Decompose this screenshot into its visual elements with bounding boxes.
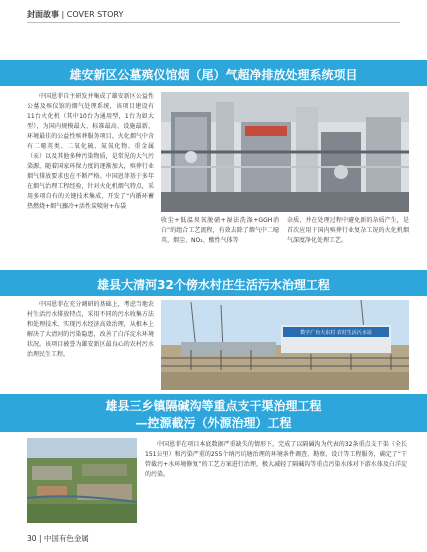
footer-divider: | [38,534,44,543]
section3-title-line2: —控源截污（外源治理）工程 [135,416,292,430]
header-rule [27,22,400,23]
flue-gas-plant-illustration [161,92,409,212]
section3-body: 中国恩菲在项目本底数据严重缺失的情形下，完成了以隔碱沟为代表的32条重点支干渠（全长151公里）和污染严重的255个纳污坑塘治理的环境条件调查、勘察、设计等工程服务，确定了“干管截污+水环境修复”的工艺方案进行治理，极大减轻了隔碱沟等重点污染水体对下游水体及白洋淀的污染。 [145,441,407,478]
wastewater-station-photo [161,300,409,390]
section2-title: 雄县大清河32个傍水村庄生活污水治理工程 [97,278,330,292]
header-divider: | [61,10,67,19]
section1-body-col3: 杂质，并在处理过程中避免新的杂质产生，是首次应用于国内殡葬行业复杂工况的火化机烟气深度净化处理工艺。 [287,217,409,244]
section1-body-col2: 收尘+低温臭氧脱硝+湿法洗涤+GGH消白”的组合工艺流程，有效去除了烟气中二噁英、烟尘、NO₂、酸性气体等 [161,217,279,244]
flue-gas-plant-photo [161,92,409,212]
aerial-village-illustration [27,438,137,523]
station-sign: 数字广台大东村 农村生活污水站 [300,330,372,336]
footer [27,533,89,544]
aerial-village-photo [27,438,137,523]
header-section-label-en: COVER STORY [66,10,124,19]
wastewater-station-illustration [161,300,409,390]
header-label [27,9,123,20]
page-number: 30 [27,534,37,543]
section1-title: 雄安新区公墓殡仪馆烟（尾）气超净排放处理系统项目 [69,68,358,82]
section2-body: 中国恩菲在充分调研的基础上，考虑当地农村生活污水排放特点，采用不同的污水收集方法和处理技术，实现污水经济高效治理，从根本上解决了大清河的污染隐患，改善了白洋淀水环境状况。该项目被誉为雄安新区最良心的农村污水治理民生工程。 [27,301,154,358]
section3-title-line1: 雄县三乡镇隔碱沟等重点支干渠治理工程 [105,399,322,413]
header-section-label: 封面故事 [27,10,59,19]
magazine-name: 中国有色金属 [43,534,89,543]
section1-body-col1: 中国恩菲自主研发并集成了雄安新区公益性公墓及殡仪馆的烟气处理系统，该项目建设有11台火化机（其中10台为通用型，1台为如大型），为国内规模最大、标准最高、设施最新、环境最佳的公益性殡葬服务项目。火化烟气中含有二噁英类、二氧化硫、氮氧化物、重金属（汞）以及其他多种污染物质，是常见的大气污染源，随着国家环保力度的逐渐加大，殡葬行业烟气排放要求也在不断严格。中国恩菲基于多年在烟气治理工程经验，针对火化机烟气特点，采用多项自有的关键技术集成，开发了“内循环蓄热燃烧+烟气骤冷+活性炭喷射+布袋 [27,93,154,210]
